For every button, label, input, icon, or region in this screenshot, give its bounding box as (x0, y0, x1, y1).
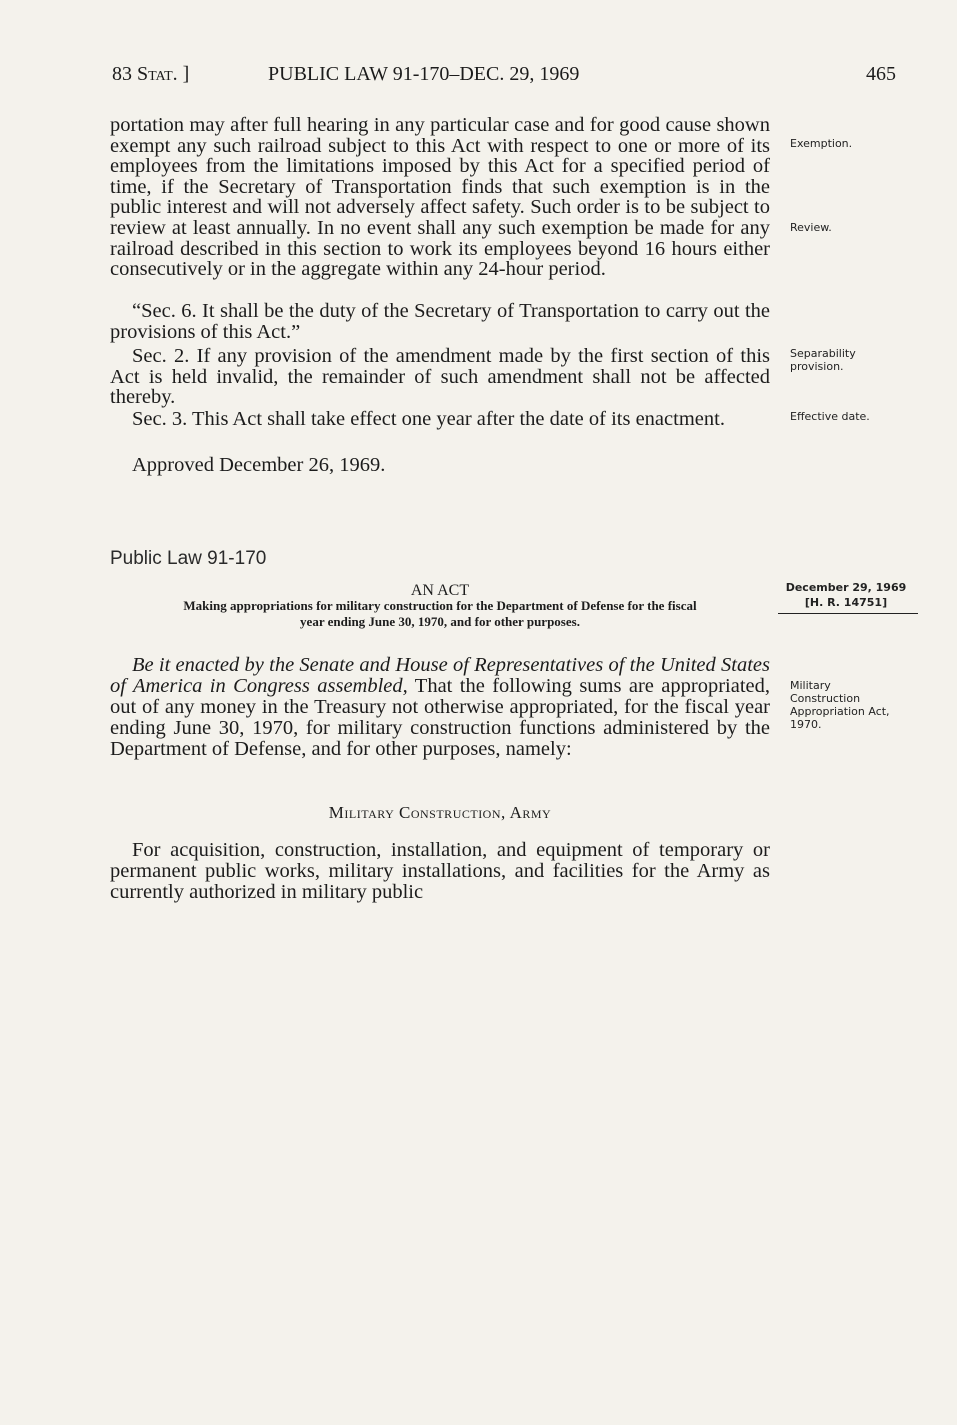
header-volume (112, 62, 189, 86)
paragraph-sec3: Sec. 3. This Act shall take effect one year after the date of its enactment. (132, 408, 725, 430)
header-bracket: ] (182, 63, 190, 85)
paragraph-army-construction: For acquisition, construction, installation, and equipment of temporary or permanent public works, military installations, and facilities for the Army as currently authorized in military public (110, 839, 770, 903)
margin-note-military-act: Military Construction Appropriation Act, 1970. (790, 679, 890, 731)
page-number: 465 (866, 63, 896, 85)
margin-note-separability: Separability provision. (790, 347, 856, 373)
enacting-clause-text: That the following sums are appropriated, out of any money in the Treasury not otherwise appropriated, for the fiscal year ending June 30, 1970, for military construction functions administered by the Department of Defense, and for other purposes, namely: (110, 675, 770, 760)
header-volume-abbr: Stat. (137, 63, 178, 85)
section-heading: Military Construction, Army (328, 803, 552, 822)
margin-note-exemption: Exemption. (790, 137, 853, 150)
enactment-date: December 29, 1969 (785, 581, 907, 594)
paragraph-exemption: portation may after full hearing in any particular case and for good cause shown exempt any such railroad subject to this Act with respect to one or more of its employees from the limitations imposed by this Act for a specified period of time, if the Secretary of Transportation finds that such exemption is in the public interest and will not adversely affect safety. Such order is to be subject to review at least annually. In no event shall any such exemption be made for any railroad described in this section to work its employees beyond 16 hours either consecutively or in the aggregate within any 24-hour period. (110, 114, 770, 281)
public-law-title: Public Law 91-170 (110, 548, 267, 569)
bill-number: [H. R. 14751] (804, 596, 888, 609)
paragraph-sec2: Sec. 2. If any provision of the amendment made by the first section of this Act is held invalid, the remainder of such amendment shall not be affected thereby. (110, 345, 770, 409)
date-rule (778, 613, 918, 614)
enactment-date-block (776, 580, 916, 610)
margin-note-effective-date: Effective date. (790, 410, 870, 423)
enacting-clause-italic: Be it enacted by the Senate and House of Representatives of the United States of America in Congress assembled, (110, 654, 770, 697)
enacting-clause (110, 655, 770, 760)
paragraph-approved: Approved December 26, 1969. (132, 454, 386, 476)
header-volume-number: 83 (112, 63, 132, 85)
header-title: PUBLIC LAW 91-170–DEC. 29, 1969 (268, 63, 580, 85)
margin-note-review: Review. (790, 221, 832, 234)
act-heading: AN ACT (410, 582, 470, 599)
paragraph-sec6: “Sec. 6. It shall be the duty of the Secretary of Transportation to carry out the provisions of this Act.” (110, 300, 770, 343)
act-description: Making appropriations for military construction for the Department of Defense for the fiscal year ending June 30, 1970, and for other purposes. (183, 598, 697, 629)
